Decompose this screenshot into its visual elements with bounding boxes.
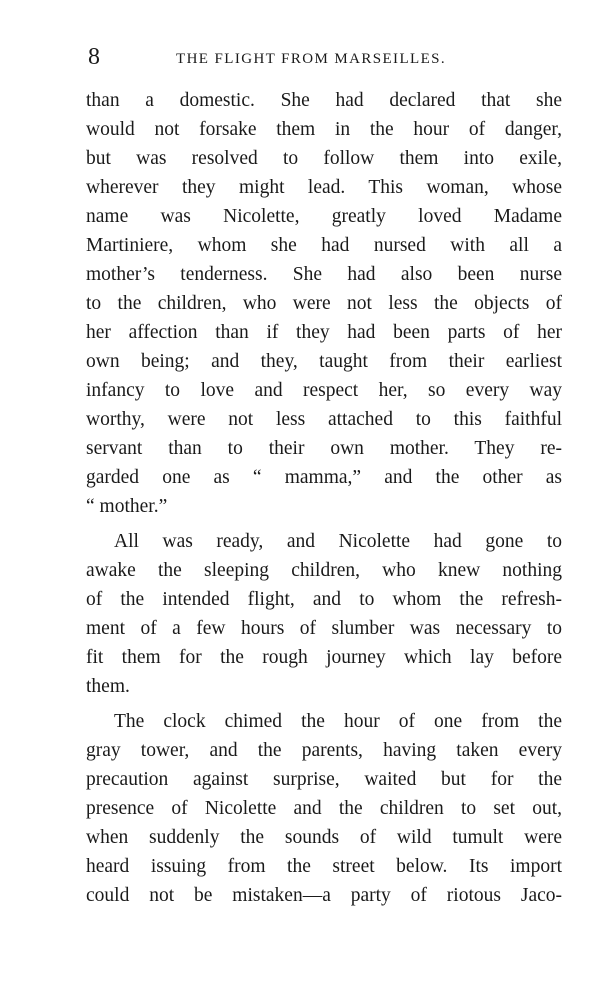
text-line: All was ready, and Nicolette had gone to	[114, 531, 562, 552]
text-line: presence of Nicolette and the children to set out,	[86, 798, 562, 819]
text-line: mother’s tenderness. She had also been nurse	[86, 264, 562, 285]
paragraph-3	[86, 707, 562, 910]
text-line: Martiniere, whom she had nursed with all a	[86, 235, 562, 256]
running-head: THE FLIGHT FROM MARSEILLES.	[176, 51, 447, 67]
text-line: her affection than if they had been parts of her	[86, 322, 562, 343]
body-text	[86, 86, 562, 916]
paragraph-2	[86, 527, 562, 701]
text-line: when suddenly the sounds of wild tumult were	[86, 827, 562, 848]
text-line: “ mother.”	[86, 496, 168, 517]
text-line: precaution against surprise, waited but for the	[86, 769, 562, 790]
text-line: gray tower, and the parents, having taken every	[86, 740, 562, 761]
text-line: name was Nicolette, greatly loved Madame	[86, 206, 562, 227]
page-header	[88, 40, 528, 74]
text-line: ment of a few hours of slumber was necessary to	[86, 618, 562, 639]
text-line: them.	[86, 676, 130, 697]
text-line: worthy, were not less attached to this faithful	[86, 409, 562, 430]
text-line: of the intended flight, and to whom the refresh-	[86, 589, 562, 610]
page-number: 8	[88, 44, 100, 70]
text-line: wherever they might lead. This woman, whose	[86, 177, 562, 198]
text-line: would not forsake them in the hour of danger,	[86, 119, 562, 140]
text-line: garded one as “ mamma,” and the other as	[86, 467, 562, 488]
text-line: servant than to their own mother. They re-	[86, 438, 562, 459]
text-line: The clock chimed the hour of one from the	[114, 711, 562, 732]
text-line: but was resolved to follow them into exile,	[86, 148, 562, 169]
text-line: heard issuing from the street below. Its import	[86, 856, 562, 877]
text-line: own being; and they, taught from their earliest	[86, 351, 562, 372]
paragraph-1	[86, 86, 562, 521]
text-line: infancy to love and respect her, so every way	[86, 380, 562, 401]
text-line: could not be mistaken—a party of riotous Jaco-	[86, 885, 562, 906]
text-line: fit them for the rough journey which lay before	[86, 647, 562, 668]
text-line: awake the sleeping children, who knew nothing	[86, 560, 562, 581]
text-line: than a domestic. She had declared that she	[86, 90, 562, 111]
text-line: to the children, who were not less the objects of	[86, 293, 562, 314]
